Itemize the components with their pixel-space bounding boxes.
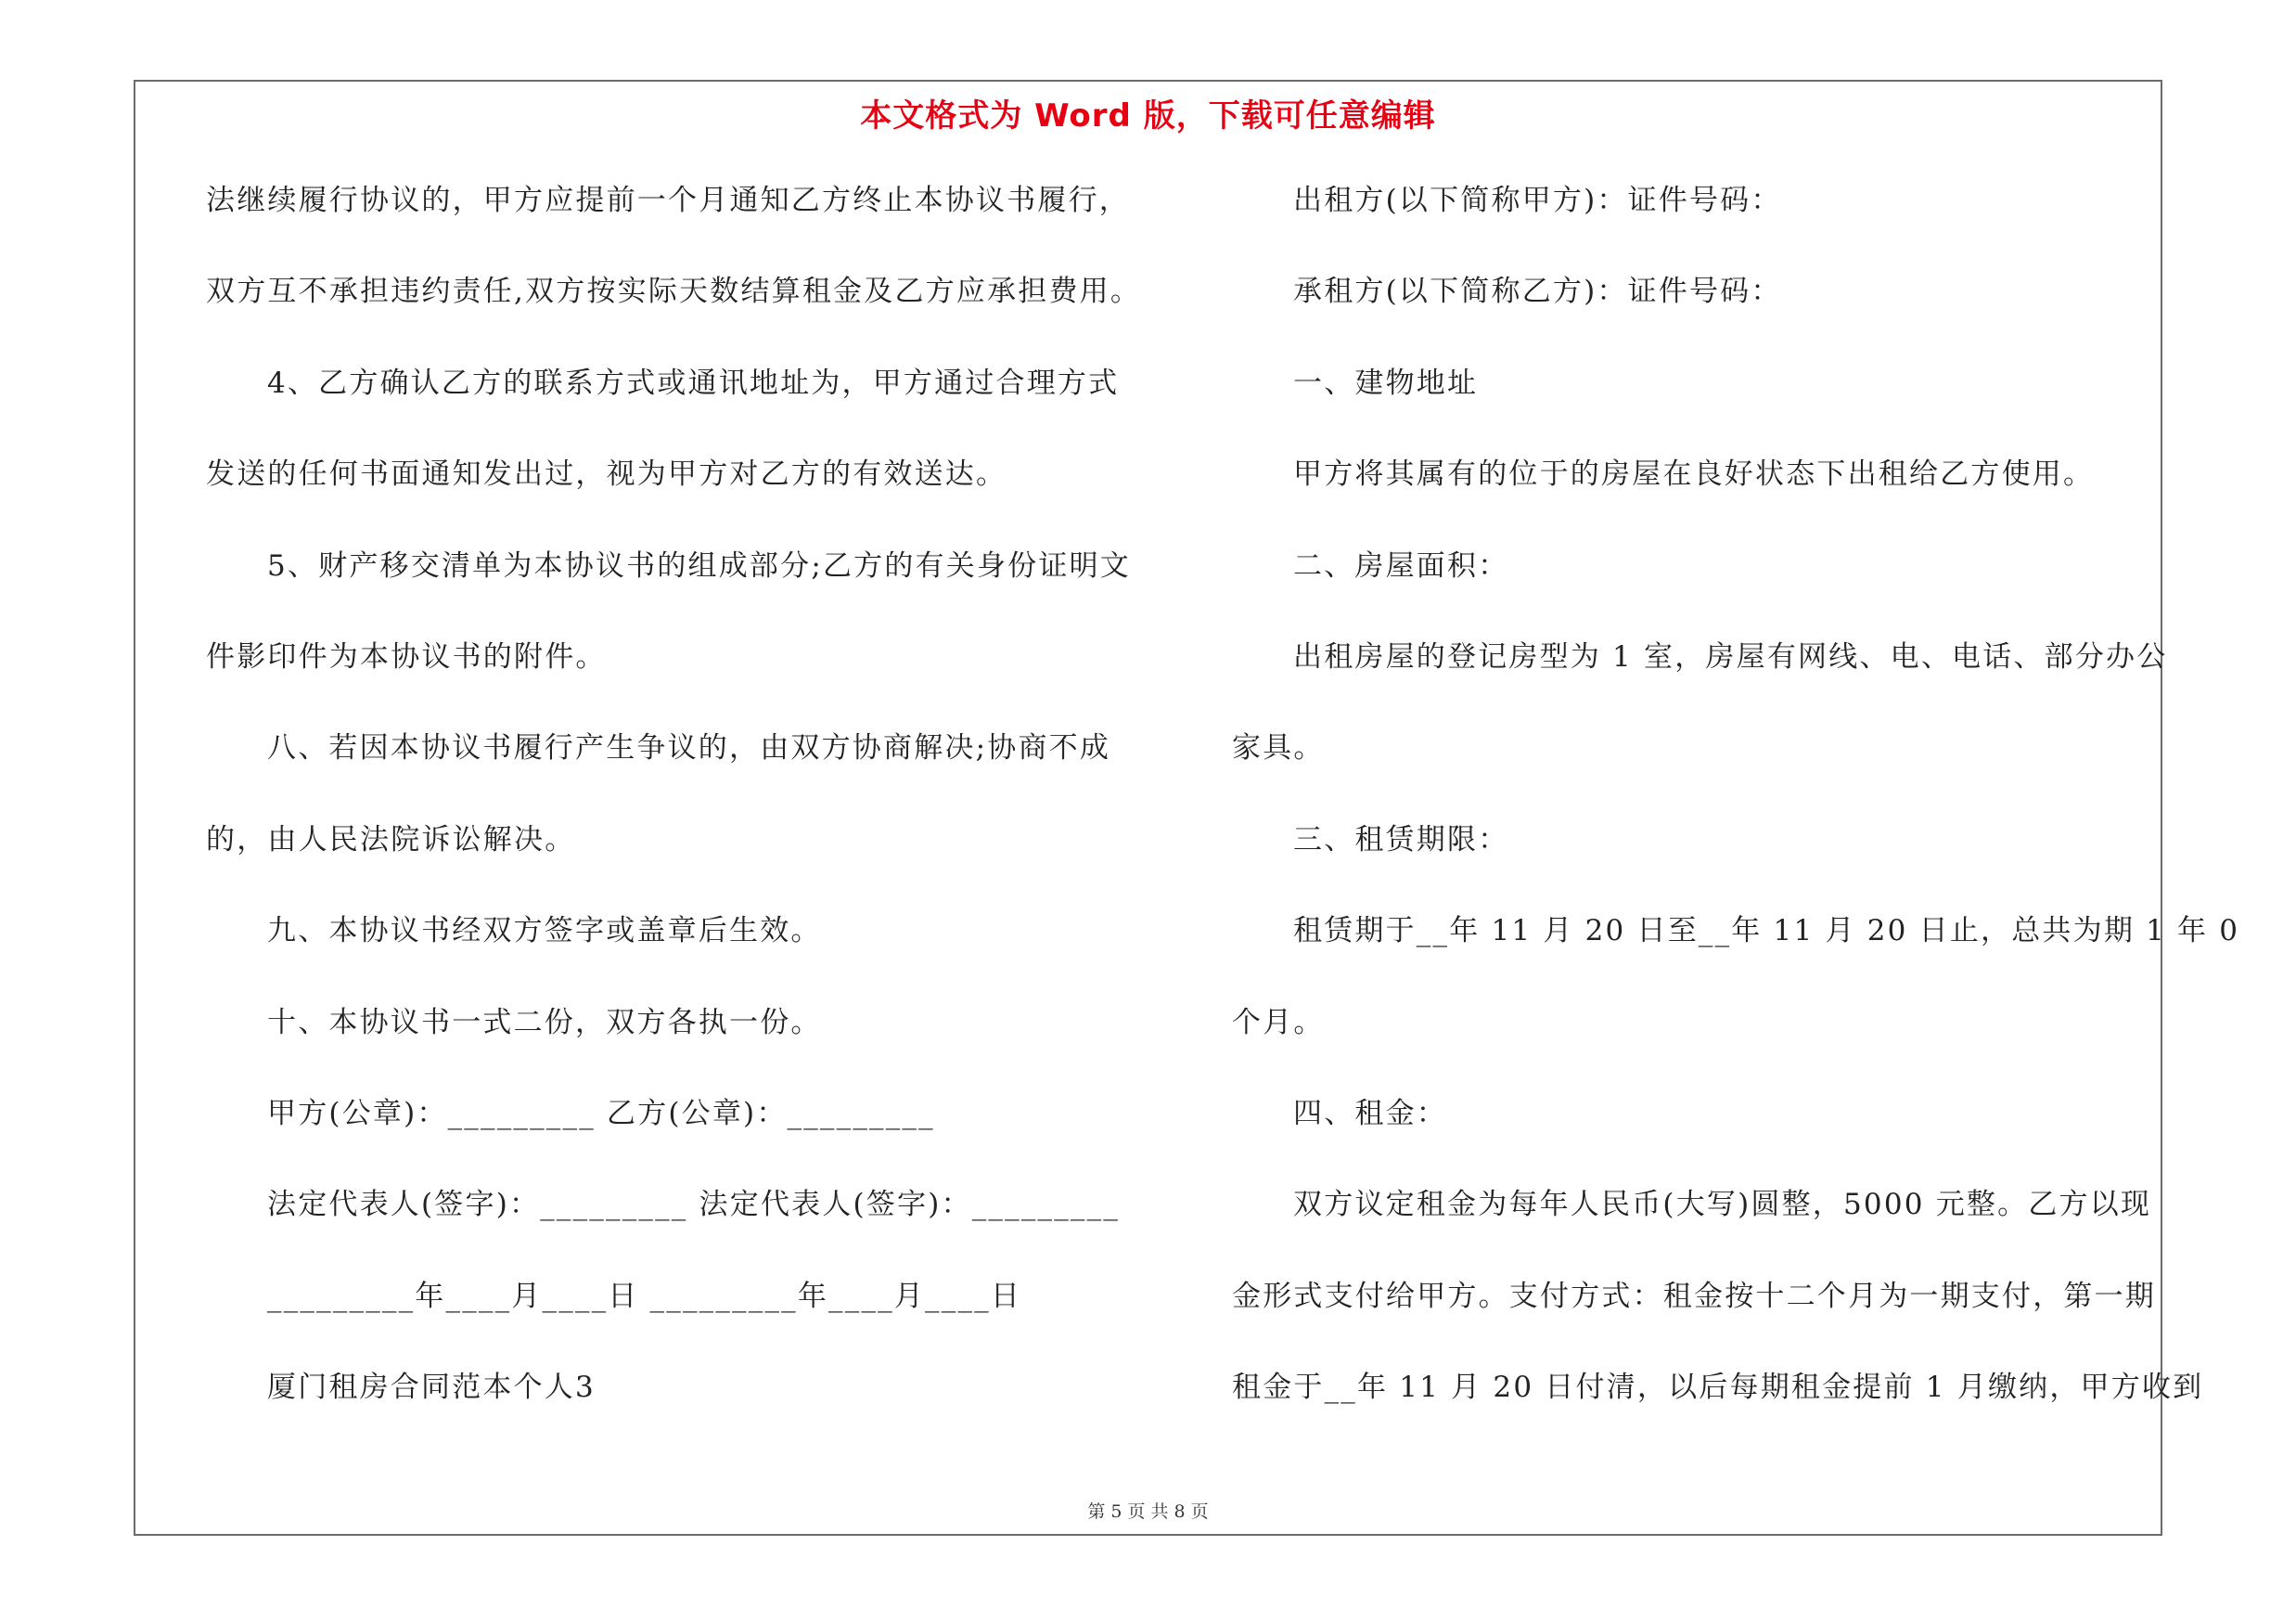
text-line: 四、租金： xyxy=(1293,1097,1447,1130)
text-line: 租赁期于__年 11 月 20 日至__年 11 月 20 日止，总共为期 1 年 0 xyxy=(1293,914,2240,947)
text-line: 家具。 xyxy=(1232,731,1325,765)
format-banner: 本文格式为 Word 版，下载可任意编辑 xyxy=(860,97,1436,135)
page-number: 第 5 页 共 8 页 xyxy=(1087,1501,1209,1522)
text-line: 5、财产移交清单为本协议书的组成部分;乙方的有关身份证明文 xyxy=(267,549,1131,583)
date-line: _________年____月____日 _________年____月____日 xyxy=(267,1280,1022,1313)
text-line: 甲方将其属有的位于的房屋在良好状态下出租给乙方使用。 xyxy=(1293,457,2095,491)
signature-line: 甲方(公章)：_________ 乙方(公章)：_________ xyxy=(267,1097,935,1130)
text-line: 二、房屋面积： xyxy=(1293,549,1509,583)
text-line: 4、乙方确认乙方的联系方式或通讯地址为，甲方通过合理方式 xyxy=(267,367,1120,400)
text-line: 九、本协议书经双方签字或盖章后生效。 xyxy=(267,914,822,947)
text-line: 双方互不承担违约责任,双方按实际天数结算租金及乙方应承担费用。 xyxy=(206,275,1142,308)
text-line: 双方议定租金为每年人民币(大写)圆整，5000 元整。乙方以现 xyxy=(1293,1188,2152,1221)
text-line: 金形式支付给甲方。支付方式：租金按十二个月为一期支付，第一期 xyxy=(1232,1280,2156,1313)
text-line: 出租房屋的登记房型为 1 室，房屋有网线、电、电话、部分办公 xyxy=(1293,640,2168,674)
text-line: 三、租赁期限： xyxy=(1293,823,1509,857)
text-line: 发送的任何书面通知发出过，视为甲方对乙方的有效送达。 xyxy=(206,457,1007,491)
text-line: 的，由人民法院诉讼解决。 xyxy=(206,823,576,857)
text-line: 件影印件为本协议书的附件。 xyxy=(206,640,607,674)
signature-line: 法定代表人(签字)：_________ 法定代表人(签字)：_________ xyxy=(267,1188,1121,1221)
text-line: 个月。 xyxy=(1232,1006,1325,1039)
text-line: 一、建物地址 xyxy=(1293,367,1479,400)
text-line: 租金于__年 11 月 20 日付清，以后每期租金提前 1 月缴纳，甲方收到 xyxy=(1232,1371,2204,1404)
text-line: 承租方(以下简称乙方)：证件号码： xyxy=(1293,275,1782,308)
text-line: 八、若因本协议书履行产生争议的，由双方协商解决;协商不成 xyxy=(267,731,1111,765)
section-heading: 厦门租房合同范本个人3 xyxy=(267,1371,596,1404)
text-line: 法继续履行协议的，甲方应提前一个月通知乙方终止本协议书履行， xyxy=(206,184,1130,217)
text-line: 十、本协议书一式二份，双方各执一份。 xyxy=(267,1006,822,1039)
text-line: 出租方(以下简称甲方)：证件号码： xyxy=(1293,184,1782,217)
